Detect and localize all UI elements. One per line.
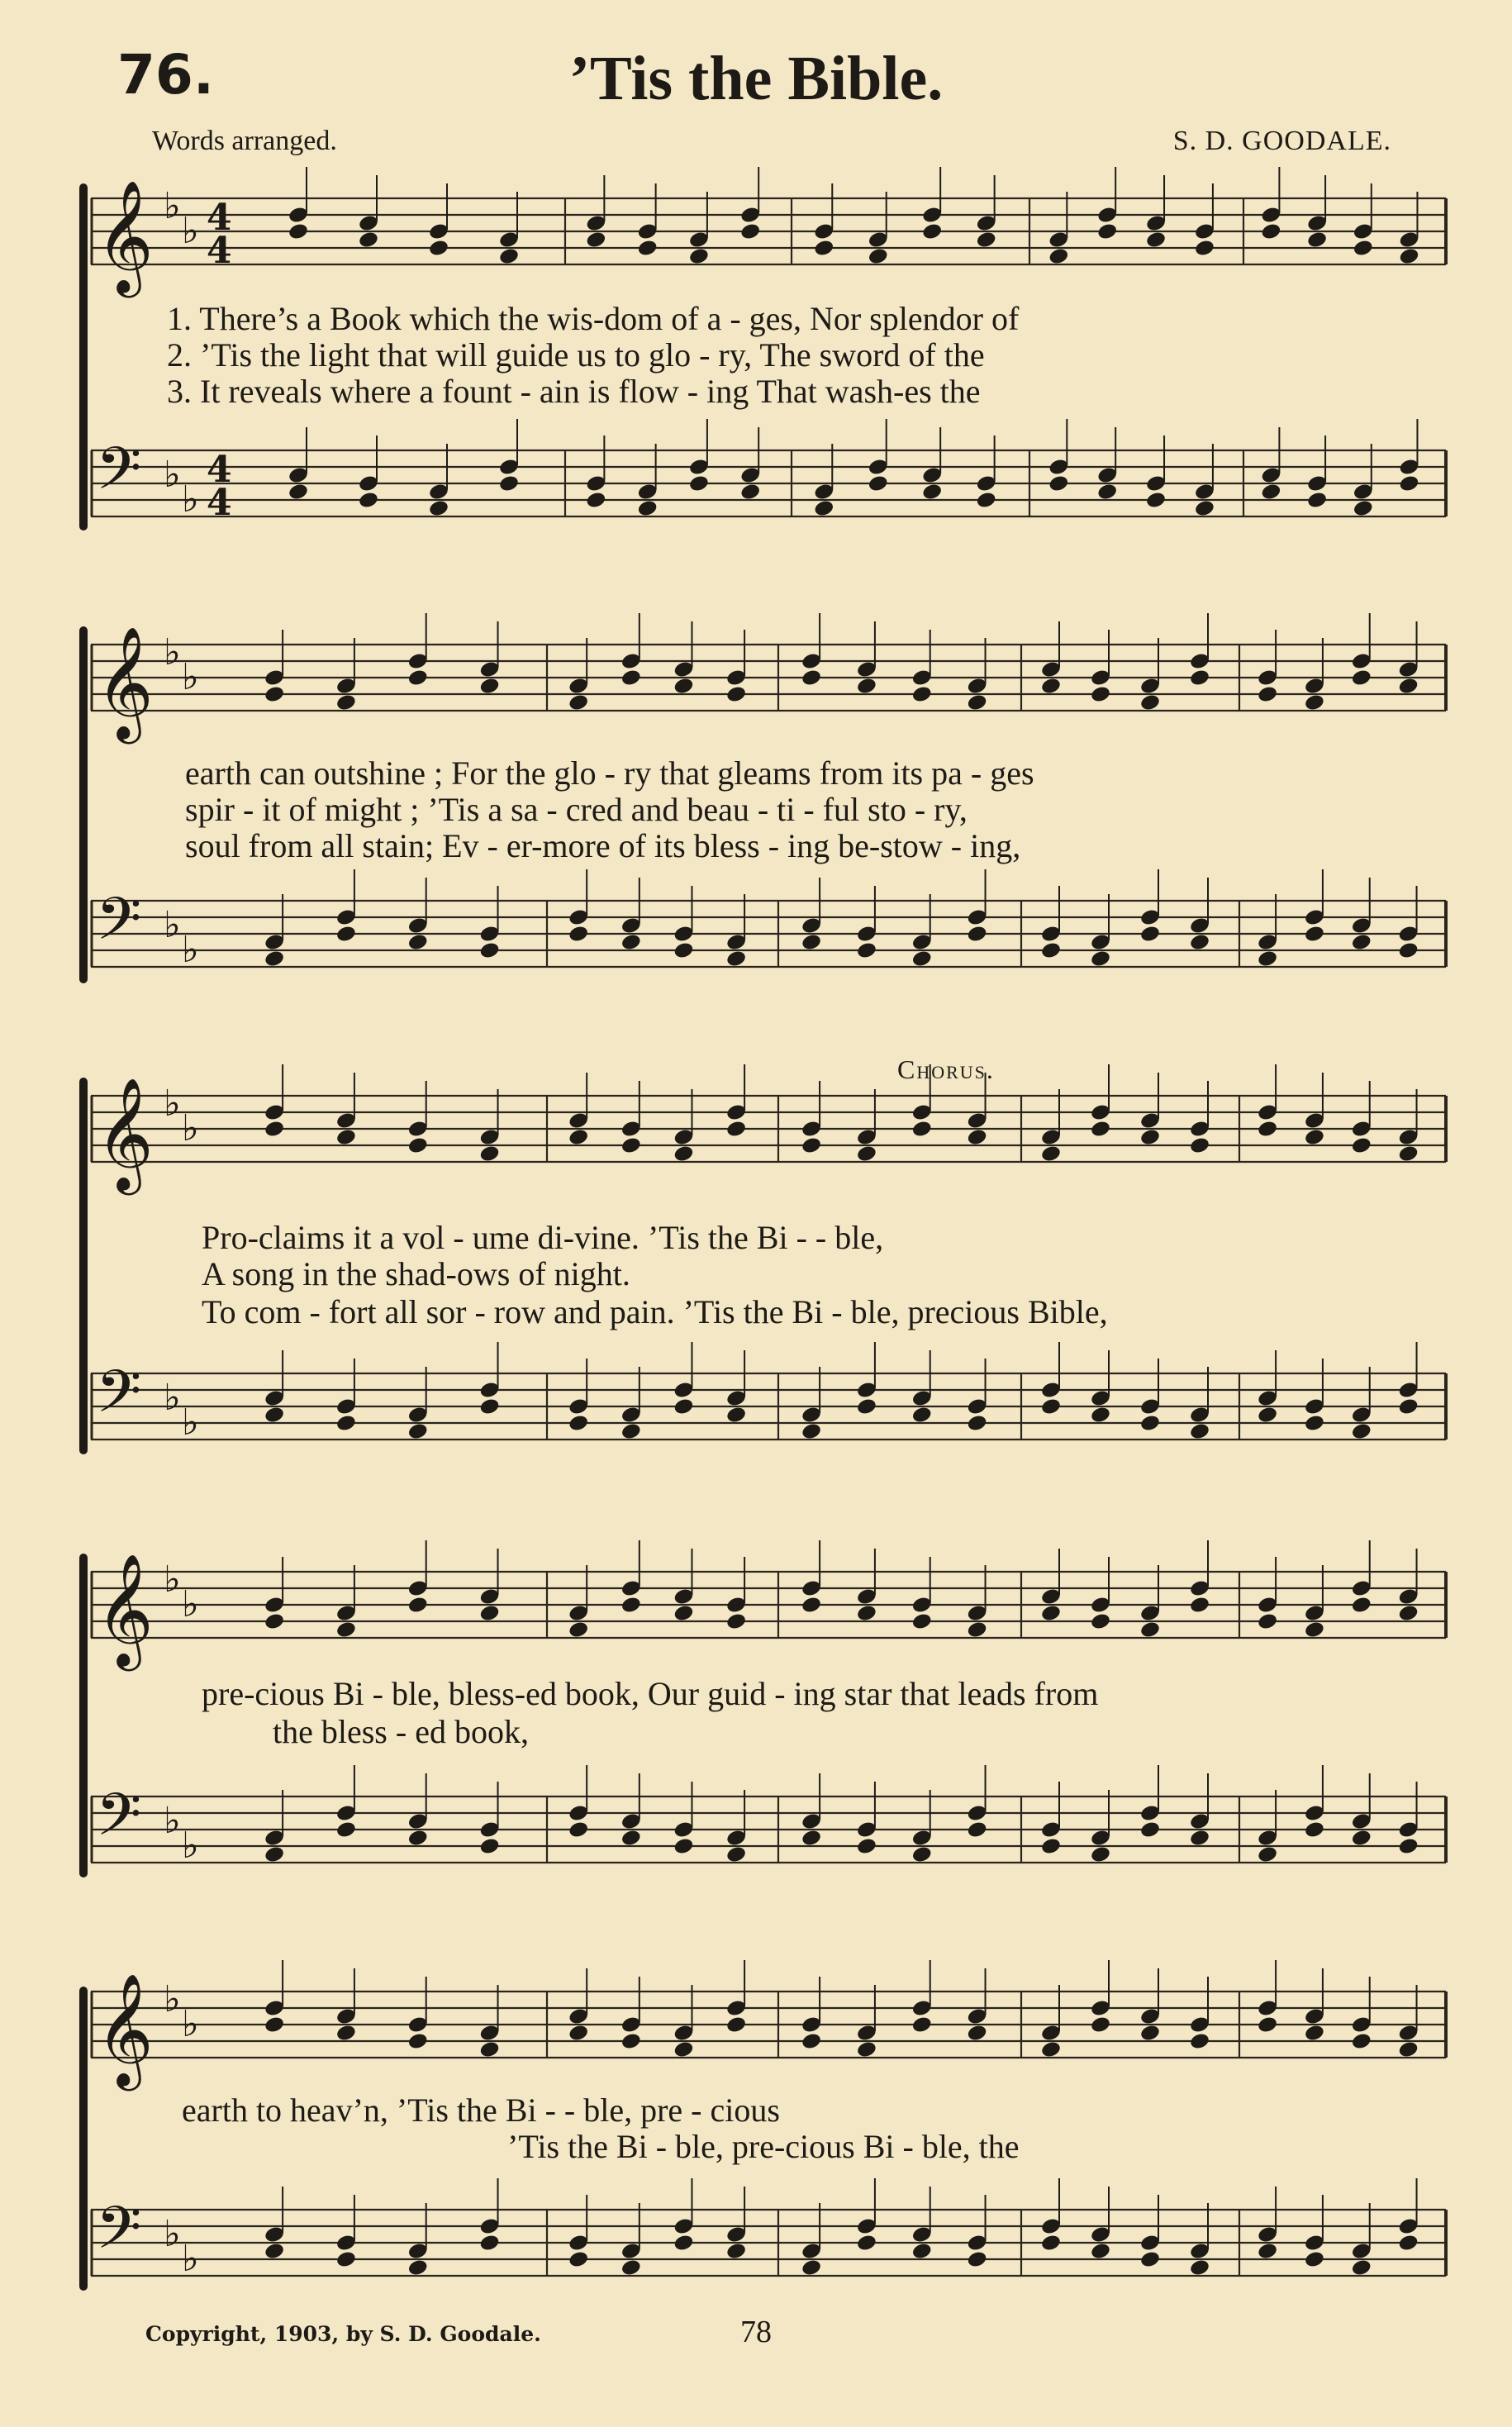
- note-head: [966, 2250, 987, 2269]
- bass-staff: [91, 435, 1446, 525]
- treble-staff: [91, 1972, 1446, 2086]
- flat-icon: ♭: [182, 2003, 199, 2045]
- flat-icon: ♭: [182, 2238, 199, 2280]
- note-head: [407, 1136, 429, 1155]
- note-head: [1304, 2250, 1325, 2269]
- bass-staff: [91, 1781, 1446, 1871]
- note-head: [620, 1596, 642, 1615]
- note-head: [288, 222, 309, 241]
- note-head: [568, 2024, 589, 2043]
- note-head: [1257, 2015, 1278, 2034]
- note-head: [1304, 1128, 1325, 1147]
- note-head: [568, 1620, 589, 1639]
- time-signature-bottom: 4: [207, 482, 232, 524]
- note-head: [1257, 949, 1278, 968]
- note-head: [1090, 949, 1111, 968]
- bass-clef-icon: 𝄢: [96, 435, 142, 517]
- note-head: [1257, 1845, 1278, 1864]
- system-brace: [79, 1078, 88, 1454]
- note-head: [1304, 693, 1325, 712]
- note-head: [264, 949, 285, 968]
- note-head: [673, 1144, 694, 1164]
- note-head: [498, 474, 520, 493]
- note-head: [1257, 1406, 1278, 1425]
- system-brace: [79, 183, 88, 531]
- note-head: [428, 499, 449, 518]
- note-head: [966, 925, 987, 944]
- note-head: [725, 685, 747, 704]
- note-head: [1397, 1604, 1419, 1623]
- lyric-line: Pro-claims it a vol - ume di-vine. ’Tis the Bi - - ble,: [202, 1219, 884, 1256]
- note-head: [335, 693, 357, 712]
- bass-clef-icon: 𝄢: [96, 885, 142, 968]
- note-head: [407, 933, 429, 952]
- hymn-number: 76.: [117, 43, 214, 107]
- note-head: [1351, 933, 1372, 952]
- lyric-line: the bless - ed book,: [273, 1713, 529, 1750]
- flat-icon: ♭: [164, 2213, 181, 2255]
- note-head: [568, 1414, 589, 1433]
- note-head: [725, 1120, 747, 1139]
- note-head: [1353, 499, 1374, 518]
- bass-staff: [91, 1358, 1446, 1448]
- flat-icon: ♭: [164, 454, 181, 496]
- lyric-line: soul from all stain; Ev - er-more of its bless - ing be-stow - ing,: [185, 827, 1021, 864]
- note-head: [1139, 2250, 1161, 2269]
- note-head: [1040, 1144, 1062, 1164]
- note-head: [1090, 685, 1111, 704]
- note-head: [813, 239, 834, 258]
- note-head: [1090, 2015, 1111, 2034]
- bass-staff: [91, 885, 1446, 975]
- note-head: [335, 925, 357, 944]
- note-head: [856, 677, 877, 696]
- note-head: [264, 1120, 285, 1139]
- note-head: [1398, 247, 1419, 266]
- note-head: [856, 1837, 877, 1856]
- note-head: [911, 2015, 933, 2034]
- note-head: [673, 1397, 694, 1416]
- flat-icon: ♭: [164, 1978, 181, 2020]
- note-head: [407, 2032, 429, 2051]
- note-head: [1194, 239, 1215, 258]
- flat-icon: ♭: [164, 631, 181, 673]
- treble-clef-icon: 𝄞: [96, 625, 154, 739]
- note-head: [1139, 925, 1161, 944]
- flat-icon: ♭: [164, 1377, 181, 1419]
- note-head: [1351, 669, 1372, 688]
- bass-clef-icon: 𝄢: [96, 1781, 142, 1863]
- hymn-title: ’Tis the Bible.: [568, 44, 944, 113]
- note-head: [966, 1128, 987, 1147]
- lyric-line: pre-cious Bi - ble, bless-ed book, Our guid - ing star that leads from: [202, 1675, 1099, 1712]
- note-head: [407, 1422, 429, 1441]
- time-signature-bottom: 4: [207, 230, 232, 272]
- note-head: [407, 1829, 429, 1848]
- note-head: [1257, 685, 1278, 704]
- note-head: [921, 483, 943, 502]
- note-head: [478, 2234, 500, 2253]
- copyright-notice: Copyright, 1903, by S. D. Goodale.: [145, 2322, 541, 2346]
- note-head: [966, 1414, 987, 1433]
- note-head: [585, 491, 606, 510]
- note-head: [921, 222, 943, 241]
- lyric-line: earth can outshine ; For the glo - ry that gleams from its pa - ges: [185, 754, 1034, 792]
- note-head: [1139, 2024, 1161, 2043]
- flat-icon: ♭: [164, 1083, 181, 1125]
- note-head: [966, 1620, 987, 1639]
- note-head: [673, 1837, 694, 1856]
- bass-clef-icon: 𝄢: [96, 1358, 142, 1440]
- note-head: [1040, 2234, 1062, 2253]
- note-head: [428, 239, 449, 258]
- chorus-label: Chorus.: [897, 1054, 995, 1084]
- note-head: [1351, 1422, 1372, 1441]
- lyric-line: 1. There’s a Book which the wis-dom of a - ges, Nor splendor of: [167, 300, 1020, 337]
- note-head: [407, 1596, 429, 1615]
- note-head: [868, 247, 889, 266]
- note-head: [1194, 499, 1215, 518]
- note-head: [1040, 2040, 1062, 2059]
- note-head: [1096, 483, 1118, 502]
- bass-clef-icon: 𝄢: [96, 2194, 142, 2277]
- note-head: [801, 1136, 822, 1155]
- note-head: [1257, 2242, 1278, 2261]
- note-head: [911, 1120, 933, 1139]
- note-head: [335, 1414, 357, 1433]
- lyric-line: earth to heav’n, ’Tis the Bi - - ble, pre - cious: [182, 2092, 780, 2129]
- note-head: [1351, 2258, 1372, 2277]
- note-head: [966, 2024, 987, 2043]
- note-head: [801, 2032, 822, 2051]
- note-head: [1139, 1414, 1161, 1433]
- note-head: [856, 2234, 877, 2253]
- note-head: [620, 1829, 642, 1848]
- lyric-line: 3. It reveals where a fount - ain is flow - ing That wash-es the: [167, 373, 981, 410]
- note-head: [801, 1596, 822, 1615]
- note-head: [725, 1612, 747, 1631]
- note-head: [1189, 933, 1210, 952]
- note-head: [1139, 693, 1161, 712]
- note-head: [637, 499, 659, 518]
- flat-icon: ♭: [182, 656, 199, 698]
- flat-icon: ♭: [182, 1107, 199, 1149]
- flat-icon: ♭: [182, 1401, 199, 1444]
- note-head: [976, 231, 997, 250]
- note-head: [1397, 941, 1419, 960]
- note-head: [1351, 1136, 1372, 1155]
- note-head: [1189, 1829, 1210, 1848]
- note-head: [725, 949, 747, 968]
- flat-icon: ♭: [182, 1583, 199, 1625]
- note-head: [1048, 474, 1069, 493]
- note-head: [637, 239, 659, 258]
- note-head: [1397, 1837, 1419, 1856]
- note-head: [1139, 1128, 1161, 1147]
- flat-icon: ♭: [164, 1559, 181, 1601]
- note-head: [407, 2258, 429, 2277]
- note-head: [673, 2040, 694, 2059]
- note-head: [856, 941, 877, 960]
- flat-icon: ♭: [182, 1825, 199, 1867]
- flat-icon: ♭: [164, 1800, 181, 1842]
- note-head: [1257, 1120, 1278, 1139]
- note-head: [568, 2250, 589, 2269]
- note-head: [620, 2258, 642, 2277]
- note-head: [1306, 231, 1328, 250]
- note-head: [620, 669, 642, 688]
- note-head: [1040, 941, 1062, 960]
- note-head: [856, 2040, 877, 2059]
- note-head: [673, 2234, 694, 2253]
- treble-staff: [91, 1552, 1446, 1666]
- flat-icon: ♭: [182, 478, 199, 521]
- note-head: [1090, 1120, 1111, 1139]
- lyric-line: A song in the shad-ows of night.: [202, 1255, 630, 1292]
- note-head: [673, 1604, 694, 1623]
- note-head: [1398, 474, 1419, 493]
- note-head: [1040, 677, 1062, 696]
- note-head: [335, 2024, 357, 2043]
- note-head: [264, 1406, 285, 1425]
- note-head: [725, 2242, 747, 2261]
- treble-clef-icon: 𝄞: [96, 1076, 154, 1190]
- note-head: [1189, 669, 1210, 688]
- bass-staff: [91, 2194, 1446, 2284]
- note-head: [801, 669, 822, 688]
- note-head: [976, 491, 997, 510]
- note-head: [1353, 239, 1374, 258]
- note-head: [1048, 247, 1069, 266]
- note-head: [335, 2250, 357, 2269]
- note-head: [725, 2015, 747, 2034]
- note-head: [1306, 491, 1328, 510]
- note-head: [478, 1397, 500, 1416]
- page-number: 78: [740, 2315, 772, 2349]
- note-head: [620, 933, 642, 952]
- note-head: [673, 941, 694, 960]
- note-head: [911, 1406, 933, 1425]
- note-head: [911, 685, 933, 704]
- note-head: [407, 669, 429, 688]
- note-head: [911, 1612, 933, 1631]
- note-head: [966, 1820, 987, 1839]
- note-head: [1040, 1604, 1062, 1623]
- note-head: [1397, 1397, 1419, 1416]
- note-head: [868, 474, 889, 493]
- note-head: [856, 1604, 877, 1623]
- composer-credit: S. D. GOODALE.: [1172, 126, 1391, 156]
- note-head: [725, 1406, 747, 1425]
- note-head: [1351, 1596, 1372, 1615]
- note-head: [620, 2032, 642, 2051]
- note-head: [856, 1397, 877, 1416]
- note-head: [478, 677, 500, 696]
- note-head: [1139, 1620, 1161, 1639]
- note-head: [335, 1620, 357, 1639]
- note-head: [264, 1845, 285, 1864]
- note-head: [478, 1837, 500, 1856]
- note-head: [688, 474, 710, 493]
- note-head: [1304, 1620, 1325, 1639]
- note-head: [264, 685, 285, 704]
- note-head: [1040, 1837, 1062, 1856]
- note-head: [358, 491, 379, 510]
- flat-icon: ♭: [182, 929, 199, 971]
- treble-staff: [91, 1076, 1446, 1190]
- note-head: [1096, 222, 1118, 241]
- note-head: [1145, 231, 1167, 250]
- note-head: [1139, 1820, 1161, 1839]
- note-head: [813, 499, 834, 518]
- note-head: [966, 693, 987, 712]
- note-head: [1090, 1845, 1111, 1864]
- note-head: [1304, 925, 1325, 944]
- note-head: [1260, 483, 1281, 502]
- lyric-line: ’Tis the Bi - ble, pre-cious Bi - ble, the: [507, 2128, 1020, 2165]
- treble-clef-icon: 𝄞: [96, 1552, 154, 1666]
- flat-icon: ♭: [182, 210, 199, 252]
- note-head: [620, 1422, 642, 1441]
- lyric-line: 2. ’Tis the light that will guide us to glo - ry, The sword of the: [167, 336, 985, 374]
- note-head: [1090, 1612, 1111, 1631]
- note-head: [911, 949, 933, 968]
- note-head: [1397, 2040, 1419, 2059]
- note-head: [801, 933, 822, 952]
- note-head: [911, 1845, 933, 1864]
- note-head: [335, 1128, 357, 1147]
- note-head: [739, 222, 761, 241]
- note-head: [1257, 1612, 1278, 1631]
- note-head: [801, 1422, 822, 1441]
- note-head: [358, 231, 379, 250]
- note-head: [1351, 1829, 1372, 1848]
- note-head: [1397, 1144, 1419, 1164]
- note-head: [1397, 2234, 1419, 2253]
- note-head: [568, 693, 589, 712]
- system-brace: [79, 1987, 88, 2291]
- note-head: [1189, 1136, 1210, 1155]
- note-head: [288, 483, 309, 502]
- note-head: [264, 1612, 285, 1631]
- note-head: [478, 1144, 500, 1164]
- note-head: [725, 1845, 747, 1864]
- note-head: [498, 247, 520, 266]
- note-head: [1304, 1820, 1325, 1839]
- note-head: [568, 1820, 589, 1839]
- note-head: [1090, 2242, 1111, 2261]
- note-head: [620, 1136, 642, 1155]
- note-head: [264, 2015, 285, 2034]
- note-head: [568, 1128, 589, 1147]
- treble-staff: [91, 178, 1446, 293]
- treble-clef-icon: 𝄞: [96, 178, 154, 293]
- note-head: [688, 247, 710, 266]
- system-brace: [79, 1554, 88, 1877]
- note-head: [739, 483, 761, 502]
- time-signature-top: 4: [207, 197, 232, 239]
- time-signature-top: 4: [207, 449, 232, 491]
- words-credit: Words arranged.: [152, 126, 337, 156]
- treble-clef-icon: 𝄞: [96, 1972, 154, 2086]
- note-head: [478, 941, 500, 960]
- note-head: [585, 231, 606, 250]
- note-head: [335, 1820, 357, 1839]
- note-head: [1189, 2258, 1210, 2277]
- note-head: [1189, 1422, 1210, 1441]
- note-head: [1304, 2024, 1325, 2043]
- note-head: [568, 925, 589, 944]
- note-head: [801, 2258, 822, 2277]
- note-head: [1304, 1414, 1325, 1433]
- note-head: [1260, 222, 1281, 241]
- system-brace: [79, 626, 88, 983]
- flat-icon: ♭: [164, 185, 181, 227]
- note-head: [1040, 1397, 1062, 1416]
- note-head: [264, 2242, 285, 2261]
- lyric-line: spir - it of might ; ’Tis a sa - cred and beau - ti - ful sto - ry,: [185, 791, 968, 828]
- note-head: [1189, 2032, 1210, 2051]
- treble-staff: [91, 625, 1446, 739]
- note-head: [856, 1144, 877, 1164]
- note-head: [801, 1829, 822, 1848]
- lyric-line: To com - fort all sor - row and pain. ’Tis the Bi - ble, precious Bible,: [202, 1293, 1108, 1330]
- note-head: [1189, 1596, 1210, 1615]
- note-head: [478, 2040, 500, 2059]
- flat-icon: ♭: [164, 904, 181, 946]
- note-head: [478, 1604, 500, 1623]
- note-head: [1145, 491, 1167, 510]
- note-head: [911, 2242, 933, 2261]
- note-head: [673, 677, 694, 696]
- note-head: [1397, 677, 1419, 696]
- note-head: [1351, 2032, 1372, 2051]
- note-head: [1090, 1406, 1111, 1425]
